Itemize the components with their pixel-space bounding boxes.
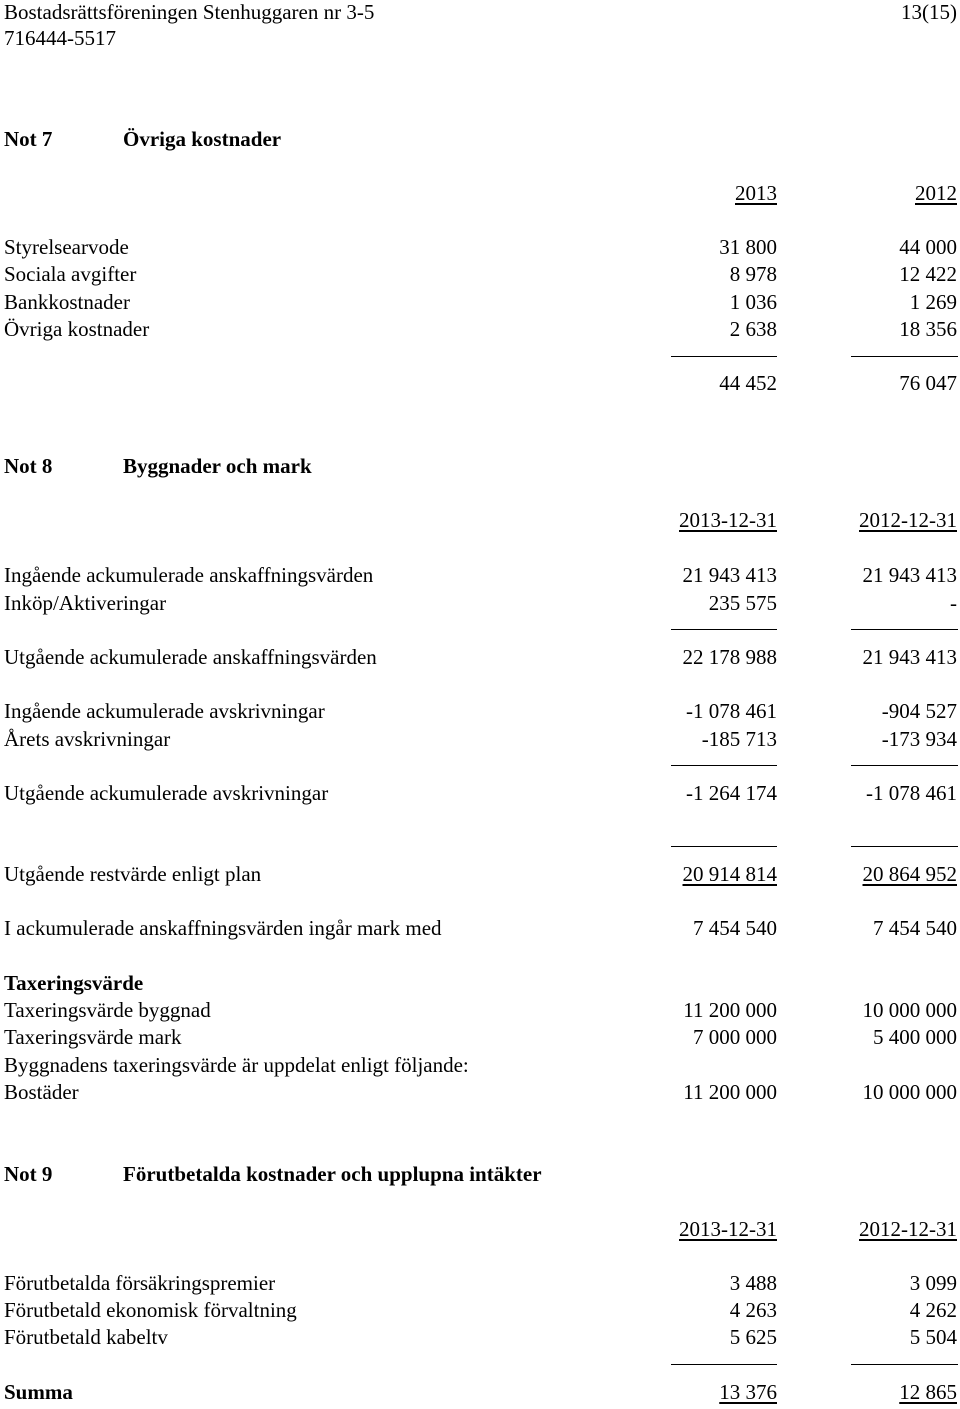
note9-col-headers bbox=[0, 1219, 960, 1246]
row-label: Utgående ackumulerade avskrivningar bbox=[4, 781, 329, 805]
org-number-line bbox=[0, 28, 960, 55]
table-row bbox=[0, 264, 960, 291]
row-label: Styrelsearvode bbox=[4, 235, 129, 259]
note8-col-headers bbox=[0, 510, 960, 537]
table-row bbox=[0, 1300, 960, 1327]
page-header bbox=[0, 2, 960, 29]
table-row bbox=[0, 701, 960, 728]
row-value-col2: 4 262 bbox=[909, 1298, 957, 1322]
row-label: Taxeringsvärde mark bbox=[4, 1025, 182, 1049]
row-value-col2: 7 454 540 bbox=[873, 916, 957, 940]
row-value-col2: 21 943 413 bbox=[862, 563, 957, 587]
sum-rule bbox=[851, 629, 958, 630]
note7-col1: 2013 bbox=[735, 181, 777, 205]
table-row bbox=[0, 319, 960, 346]
row-value-col1: -185 713 bbox=[701, 727, 777, 751]
sum-rule bbox=[851, 765, 958, 766]
row-label: Förutbetalda försäkringspremier bbox=[4, 1271, 276, 1295]
row-value-col1: 7 000 000 bbox=[693, 1025, 777, 1049]
table-row bbox=[0, 1000, 960, 1027]
table-row bbox=[0, 292, 960, 319]
summa-label: Summa bbox=[4, 1380, 73, 1404]
row-value-2012: 18 356 bbox=[899, 317, 957, 341]
row-value-2013: 2 638 bbox=[729, 317, 777, 341]
org-number: 716444-5517 bbox=[4, 26, 116, 50]
row-value-2012: 12 422 bbox=[899, 262, 957, 286]
row-label: Inköp/Aktiveringar bbox=[4, 591, 167, 615]
table-row bbox=[0, 1327, 960, 1354]
row-label: Sociala avgifter bbox=[4, 262, 137, 286]
table-row bbox=[0, 237, 960, 264]
summa-col1: 13 376 bbox=[719, 1380, 777, 1404]
table-row bbox=[0, 1273, 960, 1300]
table-row bbox=[0, 918, 960, 945]
row-label: Ingående ackumulerade avskrivningar bbox=[4, 699, 325, 723]
sum-rule bbox=[671, 765, 777, 766]
row-value-col2: 10 000 000 bbox=[862, 998, 957, 1022]
row-value-col1: -1 078 461 bbox=[686, 699, 777, 723]
note7-col2: 2012 bbox=[915, 181, 957, 205]
row-label: Årets avskrivningar bbox=[4, 727, 171, 751]
tax-split-text: Byggnadens taxeringsvärde är uppdelat enligt följande: bbox=[4, 1053, 469, 1077]
note8-heading bbox=[0, 456, 960, 483]
summa-col2: 12 865 bbox=[899, 1380, 957, 1404]
note9-label: Not 9 bbox=[4, 1162, 53, 1186]
section-heading: Taxeringsvärde bbox=[4, 971, 144, 995]
row-label: Bostäder bbox=[4, 1080, 79, 1104]
row-value-col1: 21 943 413 bbox=[682, 563, 777, 587]
table-row bbox=[0, 565, 960, 592]
row-value-col2: -173 934 bbox=[881, 727, 957, 751]
note9-title: Förutbetalda kostnader och upplupna intäkter bbox=[123, 1162, 542, 1186]
total-2012: 76 047 bbox=[899, 371, 957, 395]
row-value-col2: 5 504 bbox=[909, 1325, 957, 1349]
row-value-col2: 21 943 413 bbox=[862, 645, 957, 669]
row-label: Utgående restvärde enligt plan bbox=[4, 862, 262, 886]
sum-rule bbox=[671, 1364, 777, 1365]
row-value-col2: 20 864 952 bbox=[862, 862, 957, 886]
row-value-2012: 1 269 bbox=[909, 290, 957, 314]
sum-rule bbox=[851, 846, 958, 847]
row-value-col2: 3 099 bbox=[909, 1271, 957, 1295]
row-value-col1: 22 178 988 bbox=[682, 645, 777, 669]
row-label: Övriga kostnader bbox=[4, 317, 150, 341]
table-row bbox=[0, 864, 960, 891]
row-value-col2: 5 400 000 bbox=[873, 1025, 957, 1049]
row-value-col1: 20 914 814 bbox=[682, 862, 777, 886]
row-value-col1: 3 488 bbox=[729, 1271, 777, 1295]
tax-split-text-line bbox=[0, 1055, 960, 1082]
row-value-col2: -1 078 461 bbox=[866, 781, 957, 805]
row-label: Taxeringsvärde byggnad bbox=[4, 998, 211, 1022]
row-label: Bankkostnader bbox=[4, 290, 130, 314]
sum-rule bbox=[851, 356, 958, 357]
row-value-2013: 1 036 bbox=[729, 290, 777, 314]
sum-rule bbox=[671, 356, 777, 357]
row-value-2012: 44 000 bbox=[899, 235, 957, 259]
note8-col2: 2012-12-31 bbox=[859, 508, 957, 532]
row-label: Utgående ackumulerade anskaffningsvärden bbox=[4, 645, 377, 669]
row-label: I ackumulerade anskaffningsvärden ingår mark med bbox=[4, 916, 442, 940]
row-value-col1: 235 575 bbox=[708, 591, 777, 615]
row-value-col1: 11 200 000 bbox=[683, 998, 777, 1022]
note7-title: Övriga kostnader bbox=[123, 127, 282, 151]
page-number: 13(15) bbox=[901, 0, 957, 24]
row-value-col2: -904 527 bbox=[881, 699, 957, 723]
tax-heading bbox=[0, 973, 960, 1000]
table-row bbox=[0, 1027, 960, 1054]
row-value-col1: 11 200 000 bbox=[683, 1080, 777, 1104]
table-row bbox=[0, 647, 960, 674]
row-label: Ingående ackumulerade anskaffningsvärden bbox=[4, 563, 374, 587]
table-row bbox=[0, 783, 960, 810]
note8-title: Byggnader och mark bbox=[123, 454, 312, 478]
sum-rule bbox=[851, 1364, 958, 1365]
summa-row bbox=[0, 1382, 960, 1409]
row-label: Förutbetald kabeltv bbox=[4, 1325, 168, 1349]
row-value-col2: 10 000 000 bbox=[862, 1080, 957, 1104]
org-name: Bostadsrättsföreningen Stenhuggaren nr 3-5 bbox=[4, 0, 375, 24]
note7-total-row bbox=[0, 373, 960, 400]
table-row bbox=[0, 729, 960, 756]
total-2013: 44 452 bbox=[719, 371, 777, 395]
row-value-col1: 7 454 540 bbox=[693, 916, 777, 940]
sum-rule bbox=[671, 846, 777, 847]
note8-col1: 2013-12-31 bbox=[679, 508, 777, 532]
table-row bbox=[0, 1082, 960, 1109]
table-row bbox=[0, 593, 960, 620]
note7-col-headers bbox=[0, 183, 960, 210]
row-value-col2: - bbox=[950, 591, 957, 615]
row-value-2013: 31 800 bbox=[719, 235, 777, 259]
row-value-col1: 4 263 bbox=[729, 1298, 777, 1322]
note9-col2: 2012-12-31 bbox=[859, 1217, 957, 1241]
note9-heading bbox=[0, 1164, 960, 1191]
row-value-2013: 8 978 bbox=[729, 262, 777, 286]
note7-label: Not 7 bbox=[4, 127, 53, 151]
note8-label: Not 8 bbox=[4, 454, 53, 478]
row-value-col1: 5 625 bbox=[729, 1325, 777, 1349]
sum-rule bbox=[671, 629, 777, 630]
row-value-col1: -1 264 174 bbox=[686, 781, 777, 805]
note9-col1: 2013-12-31 bbox=[679, 1217, 777, 1241]
note7-heading bbox=[0, 129, 960, 156]
row-label: Förutbetald ekonomisk förvaltning bbox=[4, 1298, 297, 1322]
